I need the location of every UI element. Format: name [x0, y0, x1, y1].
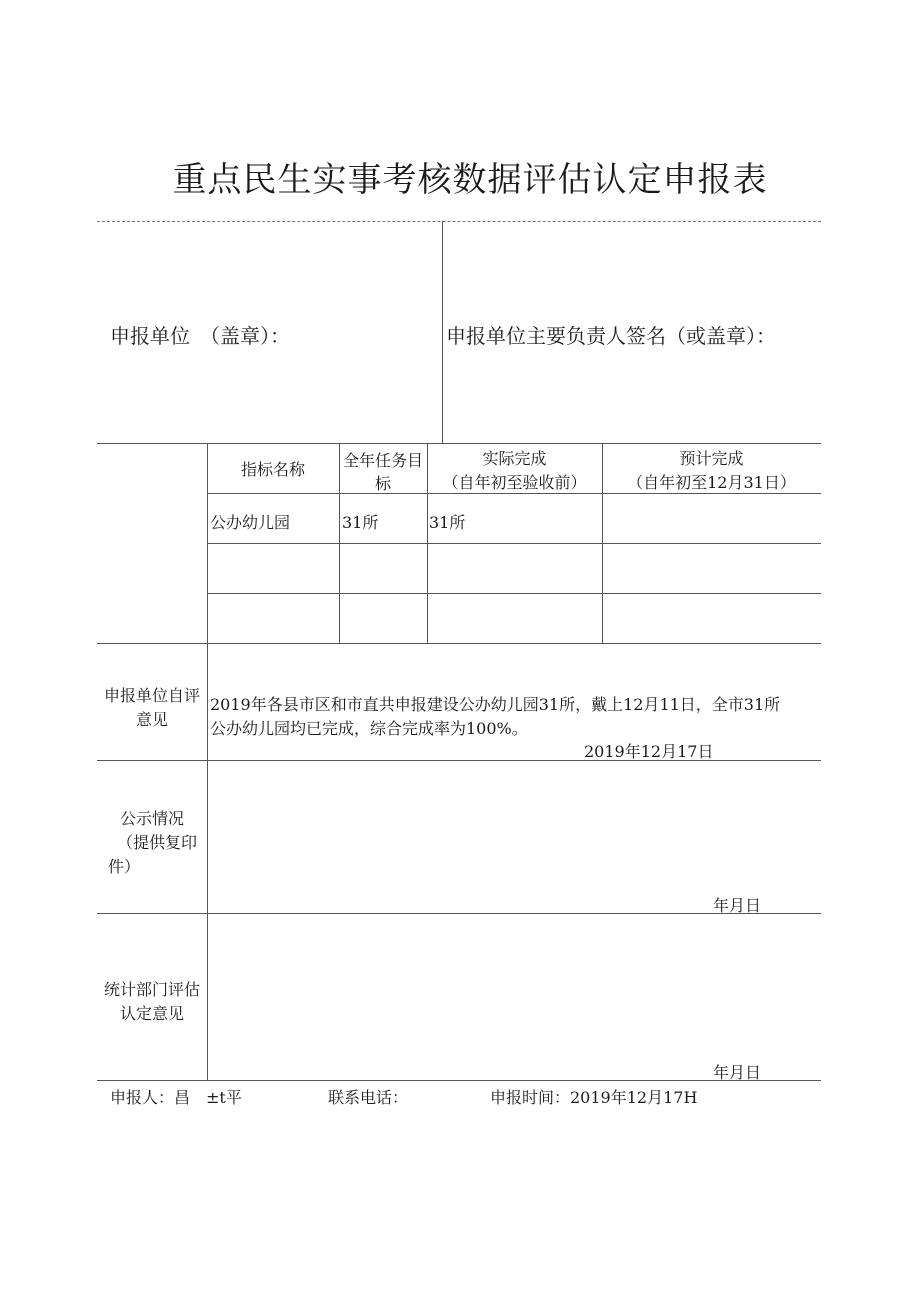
column-header-actual: 实际完成 — [482, 449, 547, 468]
row1-annual-target: 31所 — [342, 513, 379, 532]
stats-eval-label: 统计部门评估 — [103, 980, 200, 999]
table-header-line — [207, 493, 821, 494]
column-header-indicator-name: 指标名称 — [240, 460, 305, 479]
unit-stamp-label: 申报单位 （盖章）： — [110, 324, 290, 348]
publicity-label-cont: （提供复印 — [116, 833, 197, 852]
self-eval-date: 2019年12月17日 — [584, 742, 714, 761]
label-column-divider — [207, 443, 208, 1080]
table-row1-line — [207, 543, 821, 544]
leader-signature-label: 申报单位主要负责人签名（或盖章）： — [446, 324, 776, 348]
stats-eval-date: 年月日 — [713, 1063, 762, 1082]
header-bottom-line — [97, 443, 821, 444]
row1-indicator-name: 公办幼儿园 — [210, 513, 291, 532]
applicant-name: 申报人：昌 ±t平 — [110, 1088, 242, 1107]
self-eval-label: 申报单位自评 — [103, 686, 200, 705]
column-header-annual-target: 全年任务目 — [342, 451, 423, 470]
contact-phone-label: 联系电话： — [328, 1088, 409, 1107]
publicity-label: 公示情况 — [119, 809, 184, 828]
column-header-forecast-note: （自年初至12月31日） — [627, 473, 796, 492]
column-header-actual-note: （自年初至验收前） — [442, 473, 587, 492]
table-bottom-line — [97, 643, 821, 644]
page-title: 重点民生实事考核数据评估认定申报表 — [172, 160, 768, 200]
self-eval-text-line2: 公办幼儿园均已完成，综合完成率为100%。 — [210, 719, 528, 738]
top-border — [97, 221, 821, 222]
column-header-forecast: 预计完成 — [679, 449, 744, 468]
header-divider — [442, 221, 443, 443]
application-time: 申报时间：2019年12月17H — [490, 1088, 698, 1107]
publicity-label-end: 件） — [108, 857, 141, 876]
row1-actual: 31所 — [429, 513, 466, 532]
table-row2-line — [207, 593, 821, 594]
stats-eval-label-cont: 认定意见 — [119, 1004, 184, 1023]
self-eval-text-line1: 2019年各县市区和市直共申报建设公办幼儿园31所，戴上12月11日，全市31所 — [210, 695, 781, 714]
self-eval-label-cont: 意见 — [135, 710, 168, 729]
publicity-date: 年月日 — [713, 896, 762, 915]
column-header-annual-target-cont: 标 — [374, 474, 391, 493]
